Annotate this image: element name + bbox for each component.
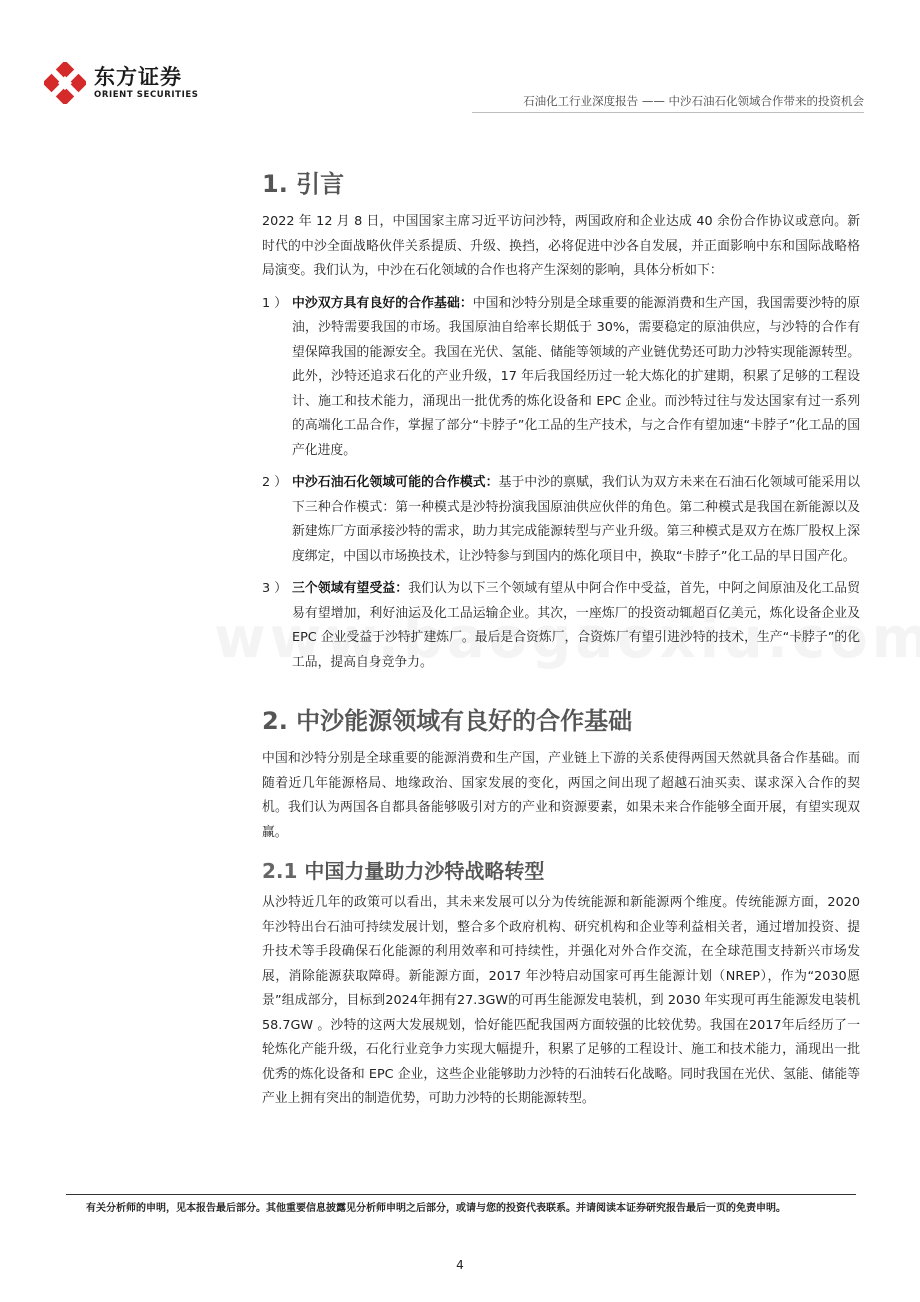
list-item-lead: 中沙石油石化领域可能的合作模式：: [292, 475, 499, 490]
list-item-text: 中国和沙特分别是全球重要的能源消费和生产国，我国需要沙特的原油，沙特需要我国的市场。我国原油自给率长期低于 30%，需要稳定的原油供应，与沙特的合作有望保障我国的能源安全。我国在光伏、氢能、储能等领域的产业链优势还可助力沙特实现能源转型。此外，沙特还追求石化的产业升级，17 年后我国经历过一轮大炼化的扩建期，积累了足够的工程设计、施工和技术能力，涌现出一批优秀的炼化设备和 EPC 企业。而沙特过往与发达国家有过一系列的高端化工品合作，掌握了部分“卡脖子”化工品的生产技术，与之合作有望加速“卡脖子”化工品的国产化进度。: [292, 295, 861, 458]
page-number: 4: [456, 1258, 464, 1272]
subsection-2-1-text: 从沙特近几年的政策可以看出，其未来发展可以分为传统能源和新能源两个维度。传统能源方面，2020 年沙特出台石油可持续发展计划，整合多个政府机构、研究机构和企业等利益相关者，通过增加投资、提升技术等手段确保石化能源的利用效率和可持续性，并强化对外合作交流，在全球范围支持新兴市场发展，消除能源获取障碍。新能源方面，2017 年沙特启动国家可再生能源计划（NREP），作为“2030愿景”组成部分，目标到2024年拥有27.3GW的可再生能源发电装机，到 2030 年实现可再生能源发电装机 58.7GW 。沙特的这两大发展规划，恰好能匹配我国两方面较强的比较优势。我国在2017年后经历了一轮炼化产能升级，石化行业竞争力实现大幅提升，积累了足够的工程设计、施工和技术能力，涌现出一批优秀的炼化设备和 EPC 企业，这些企业能够助力沙特的石油转石化战略。同时我国在光伏、氢能、储能等产业上拥有突出的制造优势，可助力沙特的长期能源转型。: [262, 895, 860, 1106]
report-title: 石油化工行业深度报告 —— 中沙石油石化领域合作带来的投资机会: [523, 94, 864, 108]
subsection-2-1-title: [262, 855, 860, 887]
list-item-number: 3 ）: [262, 581, 288, 596]
disclaimer-note: 有关分析师的申明，见本报告最后部分。其他重要信息披露见分析师申明之后部分，或请与您的投资代表联系。并请阅读本证券研究报告最后一页的免责申明。: [86, 1203, 786, 1214]
list-item: [262, 577, 860, 675]
footer-divider: [66, 1194, 856, 1195]
list-item-number: 2 ）: [262, 475, 288, 490]
header-divider: [472, 112, 864, 113]
list-item-text: 基于中沙的禀赋，我们认为双方未来在石油石化领域可能采用以下三种合作模式：第一种模式是沙特扮演我国原油供应伙伴的角色。第二种模式是我国在新能源以及新建炼厂方面承接沙特的需求，助力其完成能源转型与产业升级。第三种模式是双方在炼厂股权上深度绑定，中国以市场换技术，让沙特参与到国内的炼化项目中，换取“卡脖子”化工品的早日国产化。: [292, 475, 861, 564]
section-1-title: 1. 引言: [262, 170, 345, 198]
list-item-lead: 三个领域有望受益：: [292, 581, 409, 596]
logo-diamond-icon: [44, 62, 86, 104]
logo-chinese-name: 东方证券: [94, 65, 182, 89]
main-content: [262, 166, 860, 1112]
section-2-title: 2. 中沙能源领域有良好的合作基础: [262, 707, 633, 735]
list-item: [262, 292, 860, 464]
logo-english-name: ORIENT SECURITIES: [94, 90, 199, 100]
subsection-title-text: 中国力量助力沙特战略转型: [304, 859, 545, 883]
section-2-intro: 中国和沙特分别是全球重要的能源消费和生产国，产业链上下游的关系使得两国天然就具备合作基础。而随着近几年能源格局、地缘政治、国家发展的变化，两国之间出现了超越石油买卖、谋求深入合作的契机。我们认为两国各自都具备能够吸引对方的产业和资源要素，如果未来合作能够全面开展，有望实现双赢。: [262, 751, 860, 840]
list-item-lead: 中沙双方具有良好的合作基础：: [292, 295, 473, 311]
page-header: [0, 0, 920, 118]
subsection-number: 2.1: [262, 859, 298, 883]
list-item: [262, 471, 860, 569]
orient-securities-logo: [44, 62, 198, 104]
section-1-intro: 2022 年 12 月 8 日，中国国家主席习近平访问沙特，两国政府和企业达成 40 余份合作协议或意向。新时代的中沙全面战略伙伴关系提质、升级、换挡，必将促进中沙各自发展，并正面影响中东和国际战略格局演变。我们认为，中沙在石化领域的合作也将产生深刻的影响，具体分析如下：: [262, 214, 860, 278]
list-item-number: 1 ）: [262, 295, 288, 311]
list-item-text: 我们认为以下三个领域有望从中阿合作中受益，首先，中阿之间原油及化工品贸易有望增加，利好油运及化工品运输企业。其次，一座炼厂的投资动辄超百亿美元，炼化设备企业及 EPC 企业受益于沙特扩建炼厂。最后是合资炼厂，合资炼厂有望引进沙特的技术，生产“卡脖子”的化工品，提高自身竞争力。: [292, 581, 861, 670]
